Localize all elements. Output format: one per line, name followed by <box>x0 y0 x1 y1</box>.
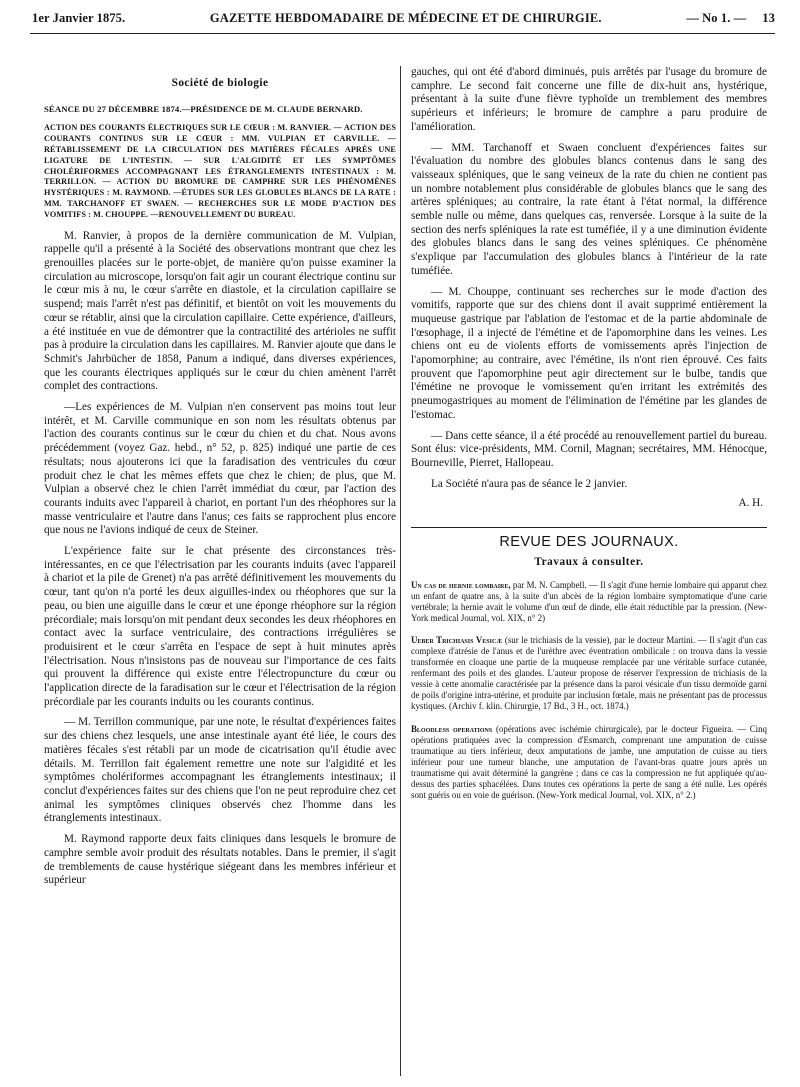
paragraph-raymond-cont: gauches, qui ont été d'abord diminués, puis arrêtés par l'usage du bromure de camphre. Le second fait concerne une fille de dix-huit ans, hystérique, présentant à la suite d'une fièvre typhoïde un tremblement des membres supérieurs et inférieurs; le bromure de camphre a paru produire de l'amélioration. <box>411 66 767 133</box>
page-number: 13 <box>762 10 775 25</box>
session-summary: ACTION DES COURANTS ÉLECTRIQUES SUR LE CŒUR : M. RANVIER. — ACTION DES COURANTS CONTINUS SUR LE CŒUR : MM. VULPIAN ET CARVILLE. — RÉTABLISSEMENT DE LA CIRCULATION DES MATIÈRES FÉCALES APRÈS UNE LIGATURE DE L'INTESTIN. — SUR L'ALGIDITÉ ET LES SYMPTÔMES CHOLÉRIFORMES ACCOMPAGNANT LES ÉTRANGLEMENTS INTESTINAUX : M. TERRILLON. — ACTION DU BROMURE DE CAMPHRE SUR LES PHÉNOMÈNES HYSTÉRIQUES : M. RAYMOND. —ÉTUDES SUR LES GLOBULES BLANCS DE LA RATE : MM. TARCHANOFF ET SWAEN. — RECHERCHES SUR LE MODE D'ACTION DES VOMITIFS : M. CHOUPPE. —RENOUVELLEMENT DU BUREAU. <box>44 123 396 219</box>
section-title: Société de biologie <box>171 77 269 89</box>
article-trichiasis-head: Ueber Trichiasis Vesicæ <box>411 634 503 645</box>
article-hernie <box>411 580 767 624</box>
paragraph-carville: —Les expériences de M. Vulpian n'en conservent pas moins tout leur intérêt, et M. Carville communique en son nom les résultats obtenus par l'action des courants continus sur le cœur du chien et du chat. Nous avons précédemment (voyez Gaz. hebd., n° 52, p. 825) indiqué une partie de ces résultats; nous ajouterons ici que la faradisation des ventricules du cœur produit chez le chat les mêmes effets que chez le chien; de plus, que M. Vulpian a observé chez le chien l'arrêt immédiat du cœur, par l'action des courants induits avec l'appareil à chariot, en portant l'un des rhéophores sur la masse ventriculaire et l'autre dans l'anus; ces faits se rapprochent plus encore que nous ne l'avions indiqué de ceux de Steiner. <box>44 401 396 537</box>
seance-line: SÉANCE DU 27 DÉCEMBRE 1874.—PRÉSIDENCE DE M. CLAUDE BERNARD. <box>44 103 363 114</box>
paragraph-chouppe: — M. Chouppe, continuant ses recherches sur le mode d'action des vomitifs, rapporte que sur des chiens dont il avait supprimé entièrement la muqueuse gastrique par l'ablation de l'estomac et de la partie abdominale de l'œsophage, il a injecté de l'émétine et de l'apomorphine dans les veines. Les chiens ont eu de violents efforts de vomissements après l'injection de l'apomorphine; au contraire, avec l'émétine, ils n'ont rien éprouvé. Ces faits prouvent que l'apomorphine peut agir directement sur le bulbe, tandis que l'émétine ne provoque le vomissement qu'en irritant les extrémités des pneumogastriques au moment de l'élimination de l'émétine par les glandes de l'estomac. <box>411 285 767 421</box>
paragraph-raymond: M. Raymond rapporte deux faits cliniques dans lesquels le bromure de camphre semble avoir produit des résultats notables. Dans le premier, il s'agit de tremblements de cause hystérique siégeant dans les membres inférieur et supérieur <box>44 833 396 887</box>
article-bloodless <box>411 724 767 802</box>
article-trichiasis <box>411 635 767 713</box>
signature: A. H. <box>738 497 763 510</box>
paragraph-bureau: — Dans cette séance, il a été procédé au renouvellement partiel du bureau. Sont élus: vice-présidents, MM. Cornil, Magnan; secrétaires, MM. Hénocque, Bourneville, Pierret, Hallopeau. <box>411 429 767 469</box>
paragraph-terrillon: — M. Terrillon communique, par une note, le résultat d'expériences faites sur des chiens chez lesquels, une anse intestinale ayant été liée, le cours des matières fécales s'est rétabli par un mode de cicatrisation qu'il étudie avec détails. M. Terrillon fait également remettre une note sur l'algidité et les symptômes cholériformes accompagnant les étranglements intestinaux; il conclut d'expériences faites sur des chiens que l'on ne peut reproduire chez cet animal les symptômes cliniques observés chez l'homme dans les étranglements intestinaux. <box>44 716 396 825</box>
revue-subtitle: Travaux à consulter. <box>534 555 644 568</box>
paragraph-tarchanoff: — MM. Tarchanoff et Swaen concluent d'expériences faites sur l'évaluation du nombre des globules blancs contenus dans le sang des vaisseaux spléniques, que le sang veineux de la rate du chien ne contient pas un nombre notablement plus considérable de globules blancs que le sang des artères spléniques; au contraire, la rate étant à l'état normal, la différence semble nulle ou même, dans quelques cas, renversée. Lorsque à la suite de la section des nerfs spléniques la rate est tuméfiée, il y a une diminution évidente des globules blancs dans le sang des veines spléniques. Ce phénomène s'explique par l'accumulation des globules blancs à l'intérieur de la rate tuméfiée. <box>411 141 767 277</box>
page-header <box>30 3 775 34</box>
left-column <box>44 77 396 888</box>
column-divider <box>400 66 401 1076</box>
article-hernie-head: Un cas de hernie lombaire, <box>411 579 511 590</box>
issue-date: 1er Janvier 1875. <box>32 10 126 25</box>
journal-title: GAZETTE HEBDOMADAIRE DE MÉDECINE ET DE CHIRURGIE. <box>209 10 602 25</box>
paragraph-no-seance: La Société n'aura pas de séance le 2 janvier. <box>431 477 628 490</box>
header-right <box>686 11 775 26</box>
article-bloodless-body: (opérations avec ischémie chirurgicale), par le docteur Figueira. — Cinq opérations pratiquées avec la compression d'Esmarch, comprenant une amputation de cuisse traumatique au tiers inférieur, deux amputations de jambe, une amputation de cuisse au tiers inférieur pour une tumeur blanche, une amputation de l'avant-bras quatre jours après un traumatisme qui avait déterminé la gangrène ; dans ce cas la compression ne fut appliquée qu'au-dessus des parties sphacélées. Dans toutes ces opérations la perte de sang a été nulle. Les opérés sont guéris ou en voie de guérison. (New-York medical Journal, vol. XIX, n° 2.) <box>411 723 767 801</box>
article-trichiasis-body: (sur le trichiasis de la vessie), par le docteur Martini. — Il s'agit d'un cas complexe d'atrésie de l'anus et de l'urèthre avec éventration ombilicale : on trouva dans la vessie transformée en cloaque une partie de la muqueuse remplacée par une véritable surface cutanée, renfermant des poils et des glandes. L'auteur propose de réserver l'expression de trichiasis de la vessie à cette anomalie caractérisée par la présence dans la paroi vésicale d'un tissu dermoïde garni de poils d'origine intra-utérine, et produite par inclusion fœtale, mais ne présentant pas de processus kystiques. (Archiv f. klin. Chirurgie, 17 Bd., 3 H., oct. 1874.) <box>411 634 768 712</box>
revue-title: REVUE DES JOURNAUX. <box>499 534 679 551</box>
paragraph-ranvier: M. Ranvier, à propos de la dernière communication de M. Vulpian, rappelle qu'il a présenté à la Société des observations montrant que chez les grenouilles placées sur le porte-objet, de manière qu'on puisse examiner la circulation au microscope, lorsqu'on fait agir un courant électrique continu sur le cœur mis à nu, le cœur s'arrête en diastole, et la circulation capillaire se suspend; mais l'arrêt n'est pas définitif, et bientôt on voit les mouvements du cœur se rétablir, ainsi que la circulation capillaire. Cette expérience, d'ailleurs, a été instituée en vue de démontrer que la contractilité des artérioles ne suffit pas à produire la circulation dans les capillaires. M. Ranvier ajoute que dans le Schmit's Jahrbücher de 1858, Panum a indiqué, dans diverses expériences, que les courants électriques appliqués sur le cœur du chien amènent l'arrêt complet des contractions. <box>44 229 396 393</box>
article-hernie-body: par M. N. Campbell. — Il s'agit d'une hernie lombaire qui apparut chez un enfant de quatre ans, à la suite d'un abcès de la région lombaire symptomatique d'une carie vertébrale; la hernie avait le volume d'un œuf de dinde, elle était réductible par la pression. (New-York medical Journal, vol. XIX, n° 2) <box>411 579 768 623</box>
issue-number: — No 1. — <box>686 10 747 25</box>
revue-articles <box>411 580 767 802</box>
article-bloodless-head: Bloodless operations <box>411 723 493 734</box>
paragraph-experience-chat: L'expérience faite sur le chat présente des circonstances très-intéressantes, en ce que l'électrisation par les courants induits (avec l'appareil à chariot et la pile de Grenet) n'a pas arrêté définitivement les mouvements du cœur, tant qu'on n'a porté les deux aiguilles-index ou rhéophores que sur la peau, ou bien une aiguille dans le cœur et une éponge rhéophore sur la région précordiale; mais lorsqu'on mit pendant deux secondes les deux rhéophores en contact avec la surface ventriculaire, des contractions irrégulières se produisirent et le cœur s'arrêta en l'espace de sept à huit minutes après l'électrisation. Nous n'insistons pas de nouveau sur l'importance de ces faits qui prouvent la différence qui existe entre l'électropuncture du cœur ou l'application directe de la faradisation sur le cœur et l'électrisation de la région précordiale par les courants induits ou les courants continus. <box>44 545 396 708</box>
right-column <box>411 66 767 801</box>
section-rule <box>411 527 767 528</box>
